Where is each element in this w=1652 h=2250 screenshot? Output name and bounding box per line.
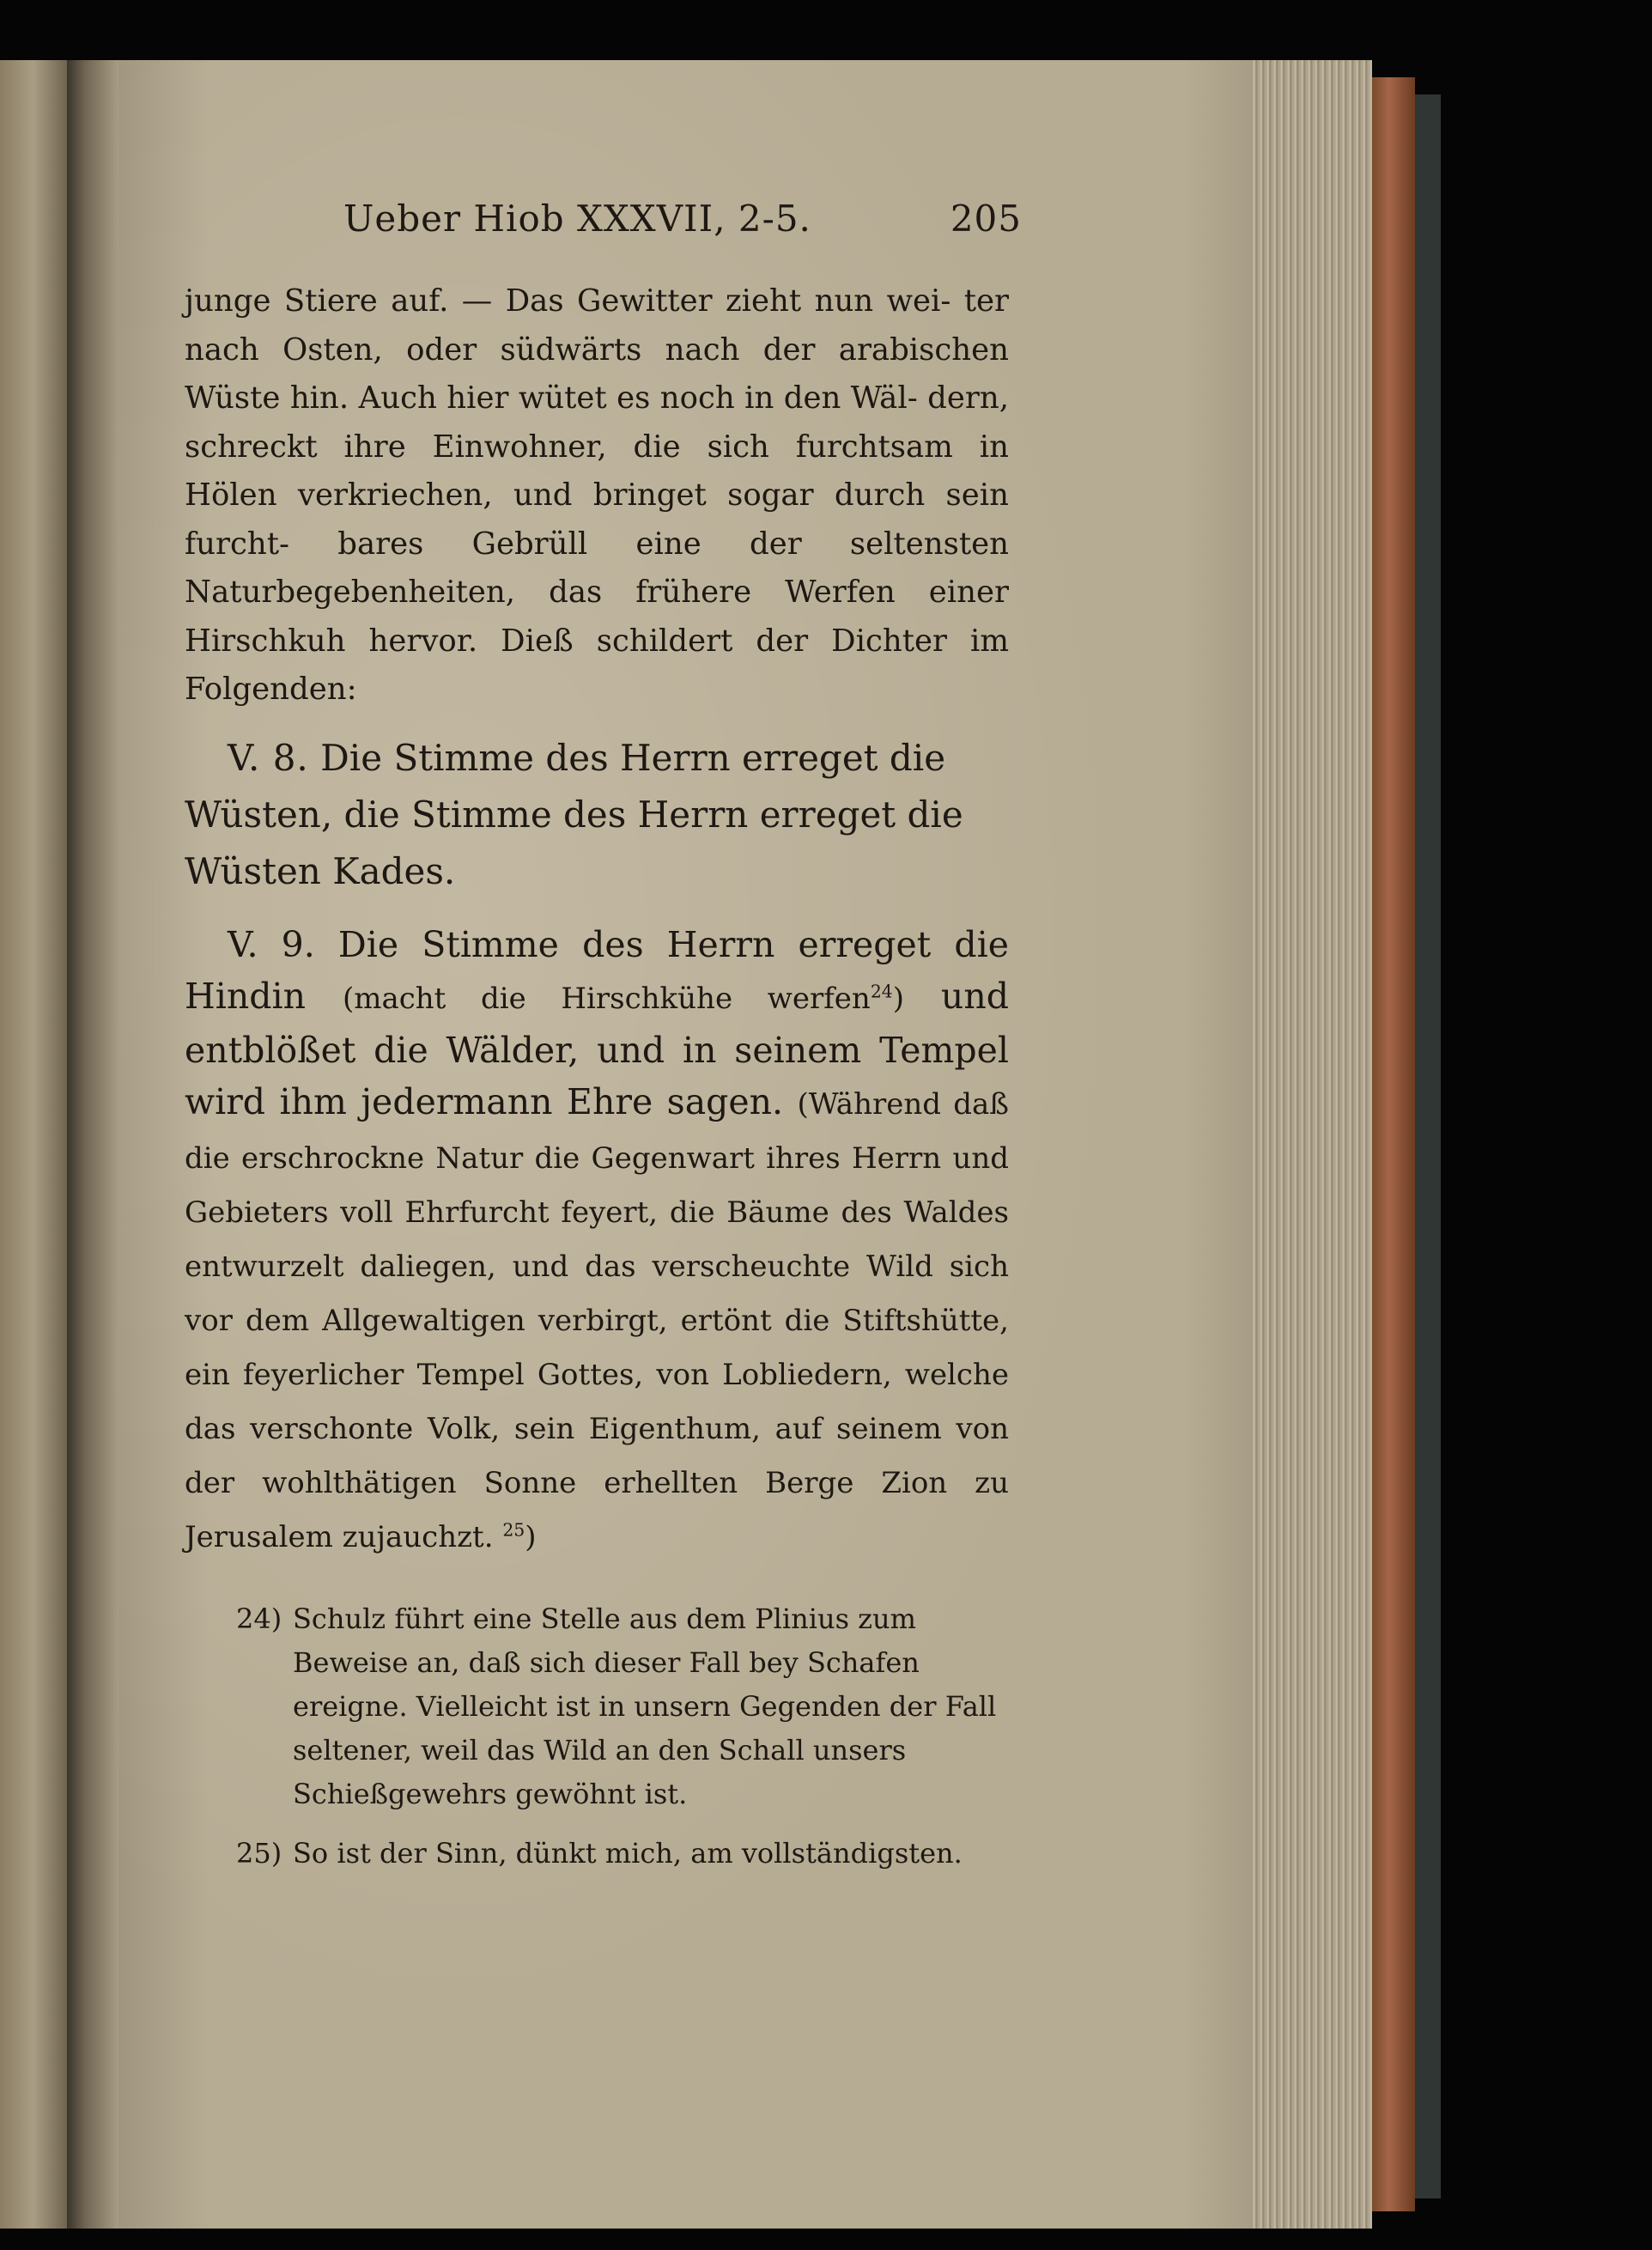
commentary-close: )	[525, 1519, 537, 1554]
cover-edge	[1415, 94, 1441, 2198]
body-line: schildert der Dichter im Folgenden:	[185, 623, 1009, 707]
footnote-text: Schulz führt eine Stelle aus dem Plinius zum Beweise an, daß sich dieser Fall bey Schafen ereigne. Vielleicht ist in unsern Gegenden der Fall seltener, weil das Wild an den Schall unsers Schießgewehrs gewöhnt ist.	[293, 1602, 997, 1810]
body-paragraph	[185, 277, 1009, 715]
body-line: dern, schreckt ihre Einwohner, die sich furchtsam in	[185, 380, 1009, 465]
verse-gloss	[343, 982, 904, 1016]
verse-text: Die Stimme des Herrn erreget die Hindin	[185, 923, 1009, 1017]
running-head-title: Ueber Hiob XXXVII, 2-5.	[343, 198, 811, 240]
gloss-text: (macht die Hirschkühe werfen	[342, 981, 871, 1016]
left-page-edge	[0, 60, 67, 2229]
book-gutter	[67, 60, 118, 2229]
body-line: ter nach Osten, oder südwärts nach der arabischen	[185, 283, 1009, 368]
text-block	[185, 198, 1022, 1891]
footnote	[236, 1832, 1014, 1876]
verse-8	[185, 730, 1009, 900]
footnote-number: 25)	[236, 1836, 282, 1870]
verse-label: V. 8.	[228, 736, 309, 779]
verse-9	[185, 919, 1009, 1563]
body-line: Wüste hin. Auch hier wütet es noch in den Wäl-	[185, 380, 918, 416]
fore-edge	[1372, 77, 1415, 2211]
verse-text: Die Stimme des Herrn erreget die Wüsten, die Stimme des Herrn erreget die Wüsten Kades.	[185, 736, 963, 892]
body-line: das frühere Werfen einer Hirschkuh hervor. Dieß	[185, 575, 1009, 659]
verse-text: und entblößet die Wälder, und in seinem Tempel wird ihm jedermann Ehre sagen.	[185, 975, 1009, 1122]
gloss-close: )	[892, 981, 905, 1016]
running-head	[343, 198, 1022, 240]
footnote-text: So ist der Sinn, dünkt mich, am vollständigsten.	[293, 1836, 963, 1870]
footnote-ref: 25	[502, 1519, 525, 1541]
body-line: junge Stiere auf. — Das Gewitter zieht nun wei-	[185, 283, 951, 319]
page-stack-edges	[1252, 60, 1372, 2229]
body-line: Hölen verkriechen, und bringet sogar durch sein furcht-	[185, 477, 1009, 562]
verse-label: V. 9.	[228, 923, 315, 965]
footnote-ref: 24	[870, 981, 893, 1002]
commentary-text: (Während daß die erschrockne Natur die Gegenwart ihres Herrn und Gebieters voll Ehrfurcht feyert, die Bäume des Waldes entwurzelt daliegen, und das verscheuchte Wild sich vor dem Allgewaltigen verbirgt, ertönt die Stiftshütte, ein feyerlicher Tempel Gottes, von Lobliedern, welche das verschonte Volk, sein Eigenthum, auf seinem von der wohlthätigen Sonne erhellten Berge Zion zu Jerusalem zujauchzt.	[185, 1086, 1009, 1554]
body-line: bares Gebrüll eine der seltensten Naturbegebenheiten,	[185, 526, 1009, 610]
footnote-number: 24)	[236, 1602, 282, 1635]
page-number: 205	[950, 198, 1022, 240]
footnote	[236, 1597, 1014, 1816]
verse-commentary	[185, 1087, 1009, 1554]
